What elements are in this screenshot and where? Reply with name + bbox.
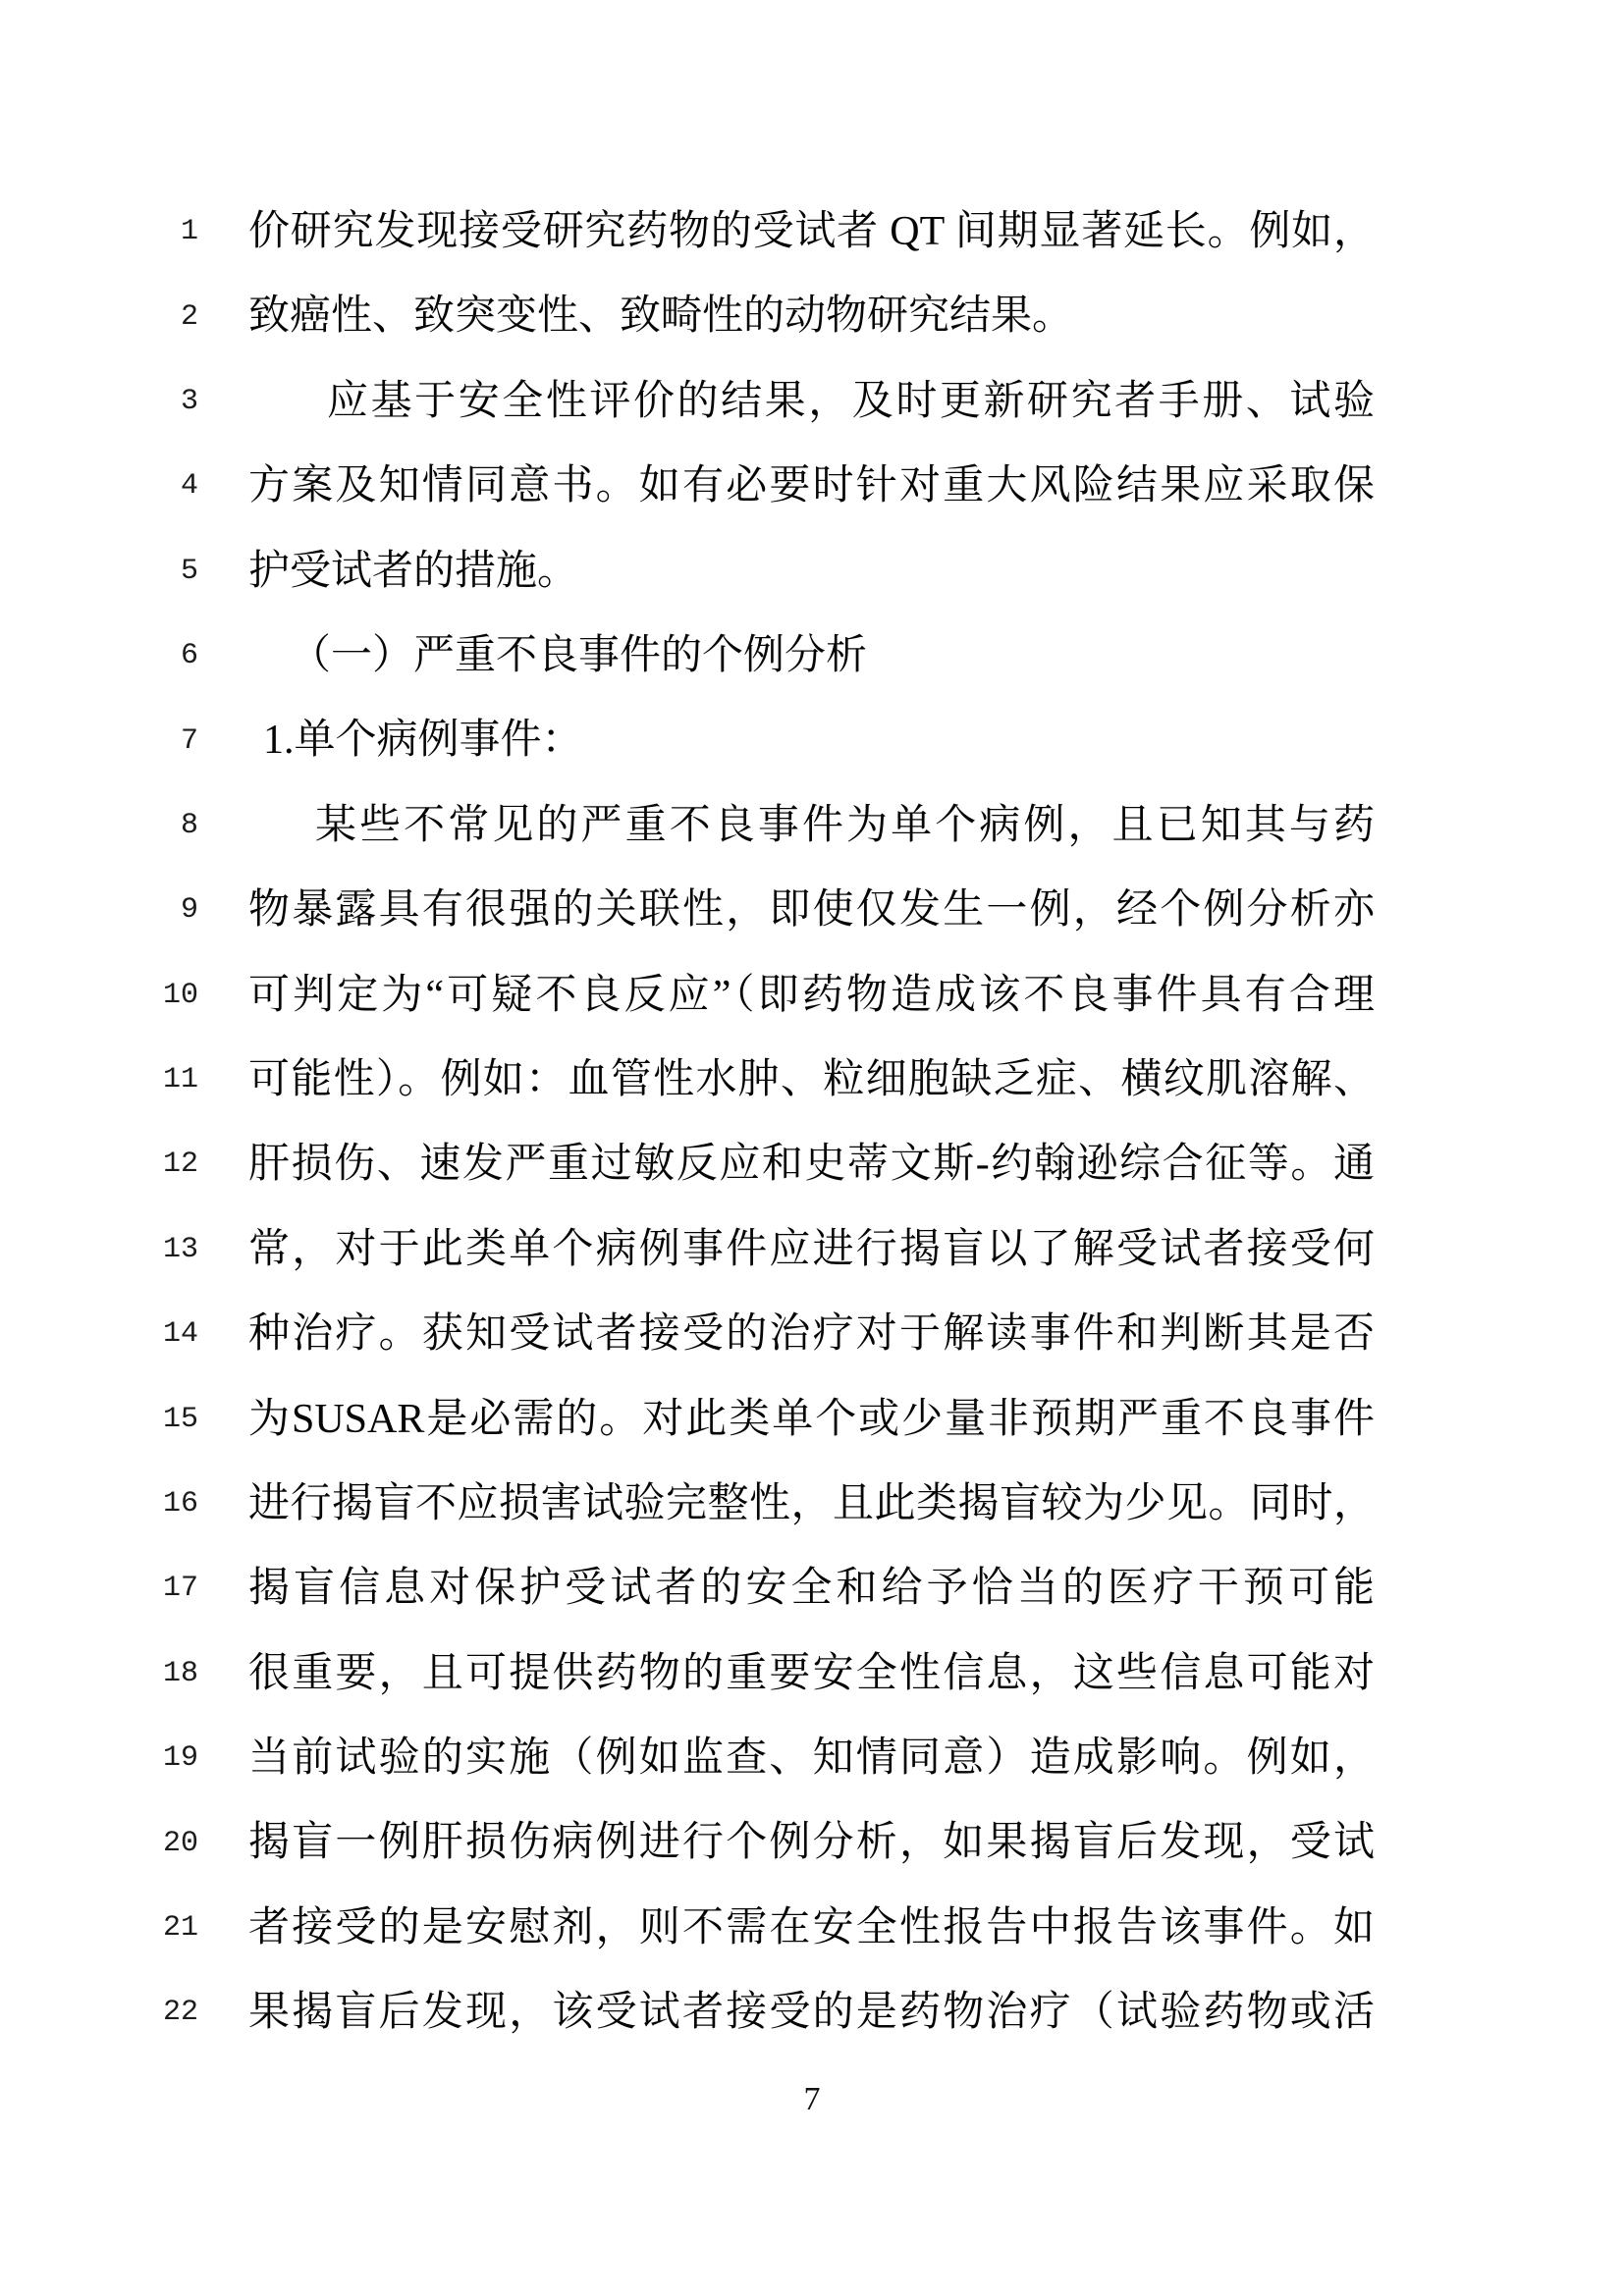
document-line: [0, 1207, 1624, 1292]
line-number: 18: [162, 1656, 198, 1690]
text-line: 致癌性、致突变性、致畸性的动物研究结果。: [248, 294, 1074, 340]
line-number: 11: [162, 1063, 198, 1097]
line-number: 12: [162, 1148, 198, 1182]
text-line: 者接受的是安慰剂，则不需在安全性报告中报告该事件。如: [248, 1904, 1375, 1950]
line-number: 10: [162, 978, 198, 1012]
document-line: [0, 1800, 1624, 1885]
text-line: 可判定为“可疑不良反应”（即药物造成该不良事件具有合理: [248, 972, 1375, 1018]
line-number: 19: [162, 1741, 198, 1776]
text-line: 价研究发现接受研究药物的受试者 QT 间期显著延长。例如，: [248, 209, 1375, 255]
text-line: 当前试验的实施（例如监查、知情同意）造成影响。例如，: [248, 1735, 1375, 1782]
section-heading: （一）严重不良事件的个例分析: [290, 633, 868, 678]
text-line: 进行揭盲不应损害试验完整性，且此类揭盲较为少见。同时，: [248, 1480, 1375, 1526]
line-number: 2: [180, 299, 198, 334]
text-line: 揭盲信息对保护受试者的安全和给予恰当的医疗干预可能: [248, 1566, 1375, 1612]
document-line: [0, 698, 1624, 782]
text-line: 可能性）。例如：血管性水肿、粒细胞缺乏症、横纹肌溶解、: [248, 1056, 1375, 1102]
document-line: [0, 274, 1624, 358]
text-line: 物暴露具有很强的关联性，即使仅发生一例，经个例分析亦: [248, 887, 1375, 934]
document-line: [0, 868, 1624, 952]
document-line: [0, 783, 1624, 868]
document-line: [0, 359, 1624, 444]
line-number: 3: [180, 384, 198, 418]
page-number: 7: [803, 2081, 821, 2117]
document-line: [0, 189, 1624, 274]
text-line: 很重要，且可提供药物的重要安全性信息，这些信息可能对: [248, 1650, 1375, 1696]
line-number: 7: [180, 723, 198, 758]
line-number: 6: [180, 639, 198, 673]
text-line: 某些不常见的严重不良事件为单个病例，且已知其与药: [315, 802, 1375, 848]
document-line: [0, 614, 1624, 698]
line-number: 17: [162, 1572, 198, 1606]
document-line: [0, 1038, 1624, 1122]
line-number: 8: [180, 808, 198, 842]
line-number: 15: [162, 1402, 198, 1436]
document-line: [0, 529, 1624, 614]
subsection-heading: 1.单个病例事件：: [263, 718, 583, 764]
text-line: 种治疗。获知受试者接受的治疗对于解读事件和判断其是否: [248, 1311, 1375, 1358]
text-line: 应基于安全性评价的结果，及时更新研究者手册、试验: [327, 378, 1375, 424]
line-number: 9: [180, 893, 198, 928]
line-number: 20: [162, 1826, 198, 1860]
line-number: 5: [180, 554, 198, 588]
line-numbered-text-block: [0, 189, 1624, 2056]
document-line: [0, 953, 1624, 1038]
document-line: [0, 1716, 1624, 1800]
line-number: 13: [162, 1232, 198, 1266]
text-line: 为SUSAR是必需的。对此类单个或少量非预期严重不良事件: [248, 1396, 1375, 1442]
line-number: 4: [180, 469, 198, 504]
line-number: 21: [162, 1911, 198, 1945]
document-line: [0, 1462, 1624, 1546]
document-line: [0, 1122, 1624, 1206]
text-line: 肝损伤、速发严重过敏反应和史蒂文斯-约翰逊综合征等。通: [248, 1142, 1375, 1188]
document-line: [0, 1546, 1624, 1630]
line-number: 1: [180, 215, 198, 249]
line-number: 16: [162, 1487, 198, 1522]
document-line: [0, 1292, 1624, 1376]
text-line: 果揭盲后发现，该受试者接受的是药物治疗（试验药物或活: [248, 1990, 1375, 2036]
line-number: 14: [162, 1317, 198, 1352]
document-line: [0, 1631, 1624, 1716]
text-line: 护受试者的措施。: [248, 548, 579, 594]
text-line: 方案及知情同意书。如有必要时针对重大风险结果应采取保: [248, 463, 1375, 509]
document-line: [0, 1376, 1624, 1461]
text-line: 揭盲一例肝损伤病例进行个例分析，如果揭盲后发现，受试: [248, 1820, 1375, 1866]
document-line: [0, 444, 1624, 528]
line-number: 22: [162, 1996, 198, 2030]
document-line: [0, 1886, 1624, 1970]
document-line: [0, 1970, 1624, 2055]
text-line: 常，对于此类单个病例事件应进行揭盲以了解受试者接受何: [248, 1226, 1375, 1272]
